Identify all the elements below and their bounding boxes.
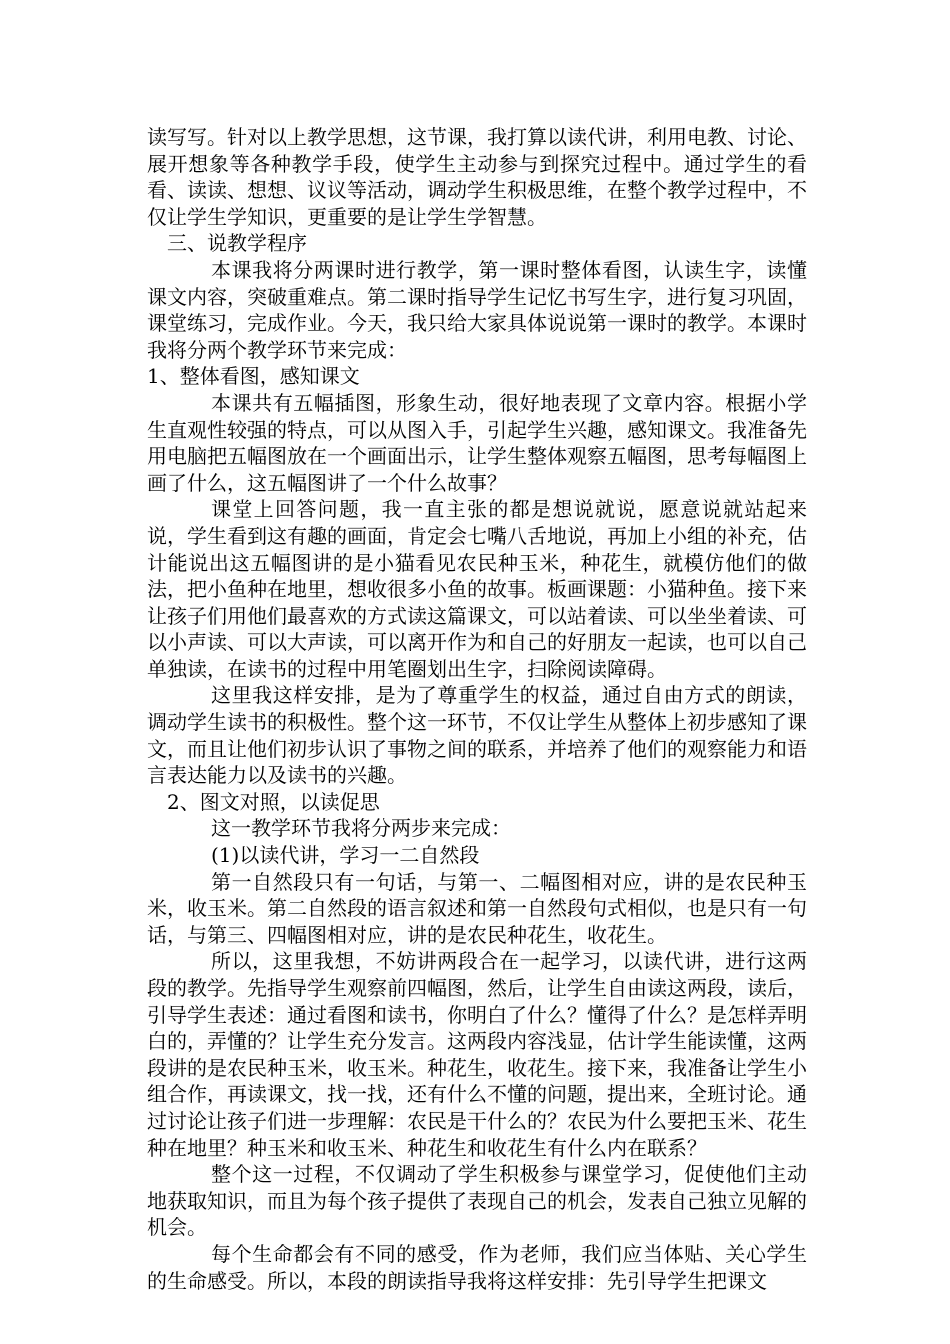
body-paragraph: 本课我将分两课时进行教学，第一课时整体看图，认读生字，读懂课文内容，突破重难点。第二课时指导学生记忆书写生字，进行复习巩固，课堂练习，完成作业。今天，我只给大家具体说说第一课时的教学。本课时我将分两个教学环节来完成：: [147, 257, 807, 362]
document-page: [147, 124, 807, 1294]
body-paragraph: 本课共有五幅插图，形象生动，很好地表现了文章内容。根据小学生直观性较强的特点，可以从图入手，引起学生兴趣，感知课文。我准备先用电脑把五幅图放在一个画面出示，让学生整体观察五幅图，思考每幅图上画了什么，这五幅图讲了一个什么故事？: [147, 390, 807, 495]
step-heading: (1)以读代讲，学习一二自然段: [211, 843, 480, 868]
section-heading: 三、说教学程序: [167, 231, 307, 256]
body-paragraph: 第一自然段只有一句话，与第一、二幅图相对应，讲的是农民种玉米，收玉米。第二自然段的语言叙述和第一自然段句式相似，也是只有一句话，与第三、四幅图相对应，讲的是农民种花生，收花生。: [147, 869, 807, 947]
body-paragraph: 这里我这样安排，是为了尊重学生的权益，通过自由方式的朗读，调动学生读书的积极性。整个这一环节，不仅让学生从整体上初步感知了课文，而且让他们初步认识了事物之间的联系，并培养了他们的观察能力和语言表达能力以及读书的兴趣。: [147, 683, 807, 788]
subsection-heading: 1、整体看图，感知课文: [147, 364, 360, 389]
body-paragraph: 整个这一过程，不仅调动了学生积极参与课堂学习，促使他们主动地获取知识，而且为每个孩子提供了表现自己的机会，发表自己独立见解的机会。: [147, 1162, 807, 1240]
body-paragraph: 所以，这里我想，不妨讲两段合在一起学习，以读代讲，进行这两段的教学。先指导学生观察前四幅图，然后，让学生自由读这两段，读后，引导学生表述：通过看图和读书，你明白了什么？懂得了什么？是怎样弄明白的，弄懂的？让学生充分发言。这两段内容浅显，估计学生能读懂，这两段讲的是农民种玉米，收玉米。种花生，收花生。接下来，我准备让学生小组合作，再读课文，找一找，还有什么不懂的问题，提出来，全班讨论。通过讨论让孩子们进一步理解：农民是干什么的？农民为什么要把玉米、花生种在地里？种玉米和收玉米、种花生和收花生有什么内在联系？: [147, 949, 807, 1160]
subsection-heading: 2、图文对照，以读促思: [167, 789, 380, 814]
body-paragraph: 每个生命都会有不同的感受，作为老师，我们应当体贴、关心学生的生命感受。所以，本段的朗读指导我将这样安排：先引导学生把课文: [147, 1241, 807, 1293]
body-paragraph: 课堂上回答问题，我一直主张的都是想说就说，愿意说就站起来说，学生看到这有趣的画面，肯定会七嘴八舌地说，再加上小组的补充，估计能说出这五幅图讲的是小猫看见农民种玉米，种花生，就模仿他们的做法，把小鱼种在地里，想收很多小鱼的故事。板画课题：小猫种鱼。接下来让孩子们用他们最喜欢的方式读这篇课文，可以站着读、可以坐坐着读、可以小声读、可以大声读，可以离开作为和自己的好朋友一起读，也可以自己单独读，在读书的过程中用笔圈划出生字，扫除阅读障碍。: [147, 497, 807, 681]
body-paragraph: 读写写。针对以上教学思想，这节课，我打算以读代讲，利用电教、讨论、展开想象等各种教学手段，使学生主动参与到探究过程中。通过学生的看看、读读、想想、议议等活动，调动学生积极思维，在整个教学过程中，不仅让学生学知识，更重要的是让学生学智慧。: [147, 125, 807, 229]
body-paragraph: 这一教学环节我将分两步来完成：: [211, 816, 511, 841]
